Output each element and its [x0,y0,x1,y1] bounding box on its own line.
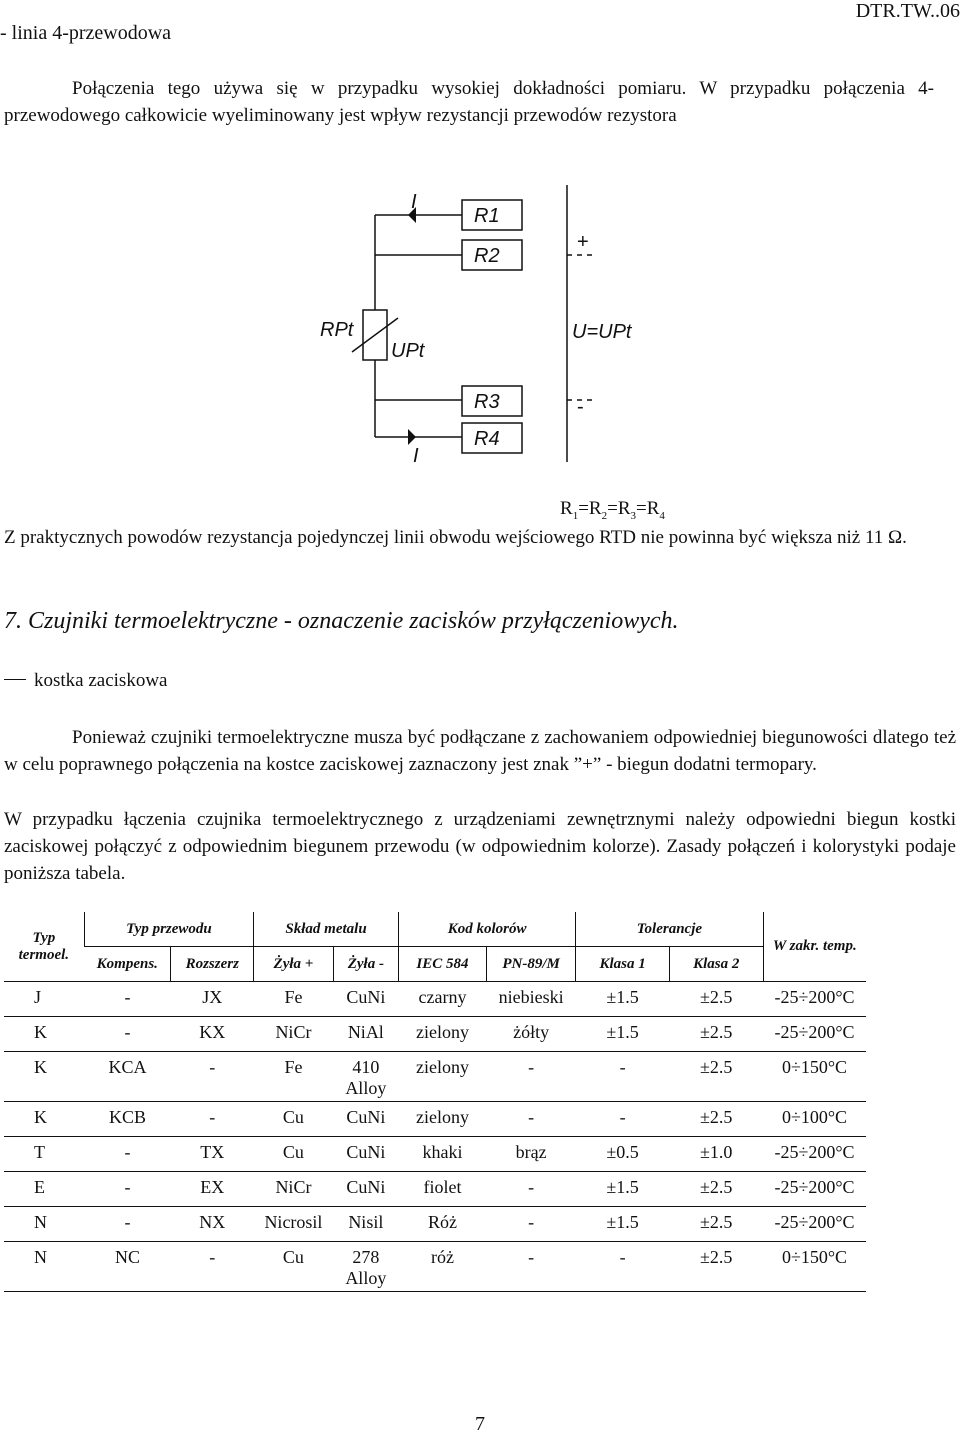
table-row: J - JX Fe CuNi czarny niebieski ±1.5 ±2.5 -25÷200°C [4,982,866,1017]
connection-rules-paragraph: W przypadku łączenia czujnika termoelektrycznego z urządzeniami zewnętrznymi należy odpowiedni biegun kostki zaciskowej połączyć z odpowiednim biegunem przewodu (w odpowiednim kolorze). Zasady połączeń i kolorystyki podaje poniższa tabela. [4,809,956,884]
label-u-equals-upt: U=UPt [572,321,632,343]
label-r3: R3 [474,391,500,413]
current-label-top: I [411,191,417,213]
header-rozszerz: Rozszerz [171,947,254,982]
intro-paragraph: Połączenia tego używa się w przypadku wysokiej dokładności pomiaru. W przypadku połączenia 4-przewodowego całkowicie wyeliminowany jest wpływ rezystancji przewodów rezystora [4,78,934,126]
polarity-paragraph: Ponieważ czujniki termoelektryczne musza być podłączane z zachowaniem odpowiedniej biegunowości dlatego też w celu poprawnego połączenia na kostce zaciskowej zaznaczony jest znak ”+” - biegun dodatni termopary. [4,727,956,775]
header-typ-termoel: Typ termoel. [18,929,70,963]
table-row: T - TX Cu CuNi khaki brąz ±0.5 ±1.0 -25÷200°C [4,1137,866,1172]
document-code: DTR.TW..06 [855,0,960,22]
header-klasa-1: Klasa 1 [576,947,670,982]
table-row: K - KX NiCr NiAl zielony żółty ±1.5 ±2.5 -25÷200°C [4,1017,866,1052]
header-iec-584: IEC 584 [398,947,486,982]
bullet-item [4,670,167,692]
header-kod-kolorow: Kod kolorów [398,912,575,947]
header-tolerancje: Tolerancje [576,912,763,947]
current-arrow-bottom [408,429,416,445]
bullet-dash [4,679,26,680]
label-r1: R1 [474,205,500,227]
current-label-bottom: I [413,445,419,467]
table-row: N NC - Cu 278 Alloy róż - - ±2.5 0÷150°C [4,1242,866,1292]
page-number: 7 [475,1413,485,1435]
header-zyla-plus: Żyła + [254,947,334,982]
header-kompens: Kompens. [84,947,171,982]
table-row: K KCB - Cu CuNi zielony - - ±2.5 0÷100°C [4,1102,866,1137]
section-title: 7. Czujniki termoelektryczne - oznaczenie zacisków przyłączeniowych. [4,608,679,634]
header-section-label: - linia 4-przewodowa [0,22,172,44]
table-row: K KCA - Fe 410 Alloy zielony - - ±2.5 0÷150°C [4,1052,866,1102]
resistance-equation: $R_1=R_2=R_3=R_4$ [560,498,665,522]
minus-sign: - [577,396,584,418]
plus-sign: + [577,231,589,253]
header-w-zakr-temp: W zakr. temp. [763,912,866,982]
label-upt: UPt [391,340,425,362]
header-klasa-2: Klasa 2 [669,947,763,982]
header-pn-89-m: PN-89/M [487,947,576,982]
rtd-line-resistance-paragraph: Z praktycznych powodów rezystancja pojedynczej linii obwodu wejściowego RTD nie powinna być większa niż 11 Ω. [4,527,907,548]
thermocouple-color-table [4,912,866,1292]
header-typ-przewodu: Typ przewodu [84,912,253,947]
header-zyla-minus: Żyła - [333,947,398,982]
label-rpt: RPt [320,319,354,341]
label-r4: R4 [474,428,500,450]
table-row: N - NX Nicrosil Nisil Róż - ±1.5 ±2.5 -25÷200°C [4,1207,866,1242]
table-row: E - EX NiCr CuNi fiolet - ±1.5 ±2.5 -25÷200°C [4,1172,866,1207]
header-sklad-metalu: Skład metalu [254,912,399,947]
label-r2: R2 [474,245,500,267]
bullet-text: kostka zaciskowa [34,670,168,691]
four-wire-circuit-diagram [0,0,960,520]
